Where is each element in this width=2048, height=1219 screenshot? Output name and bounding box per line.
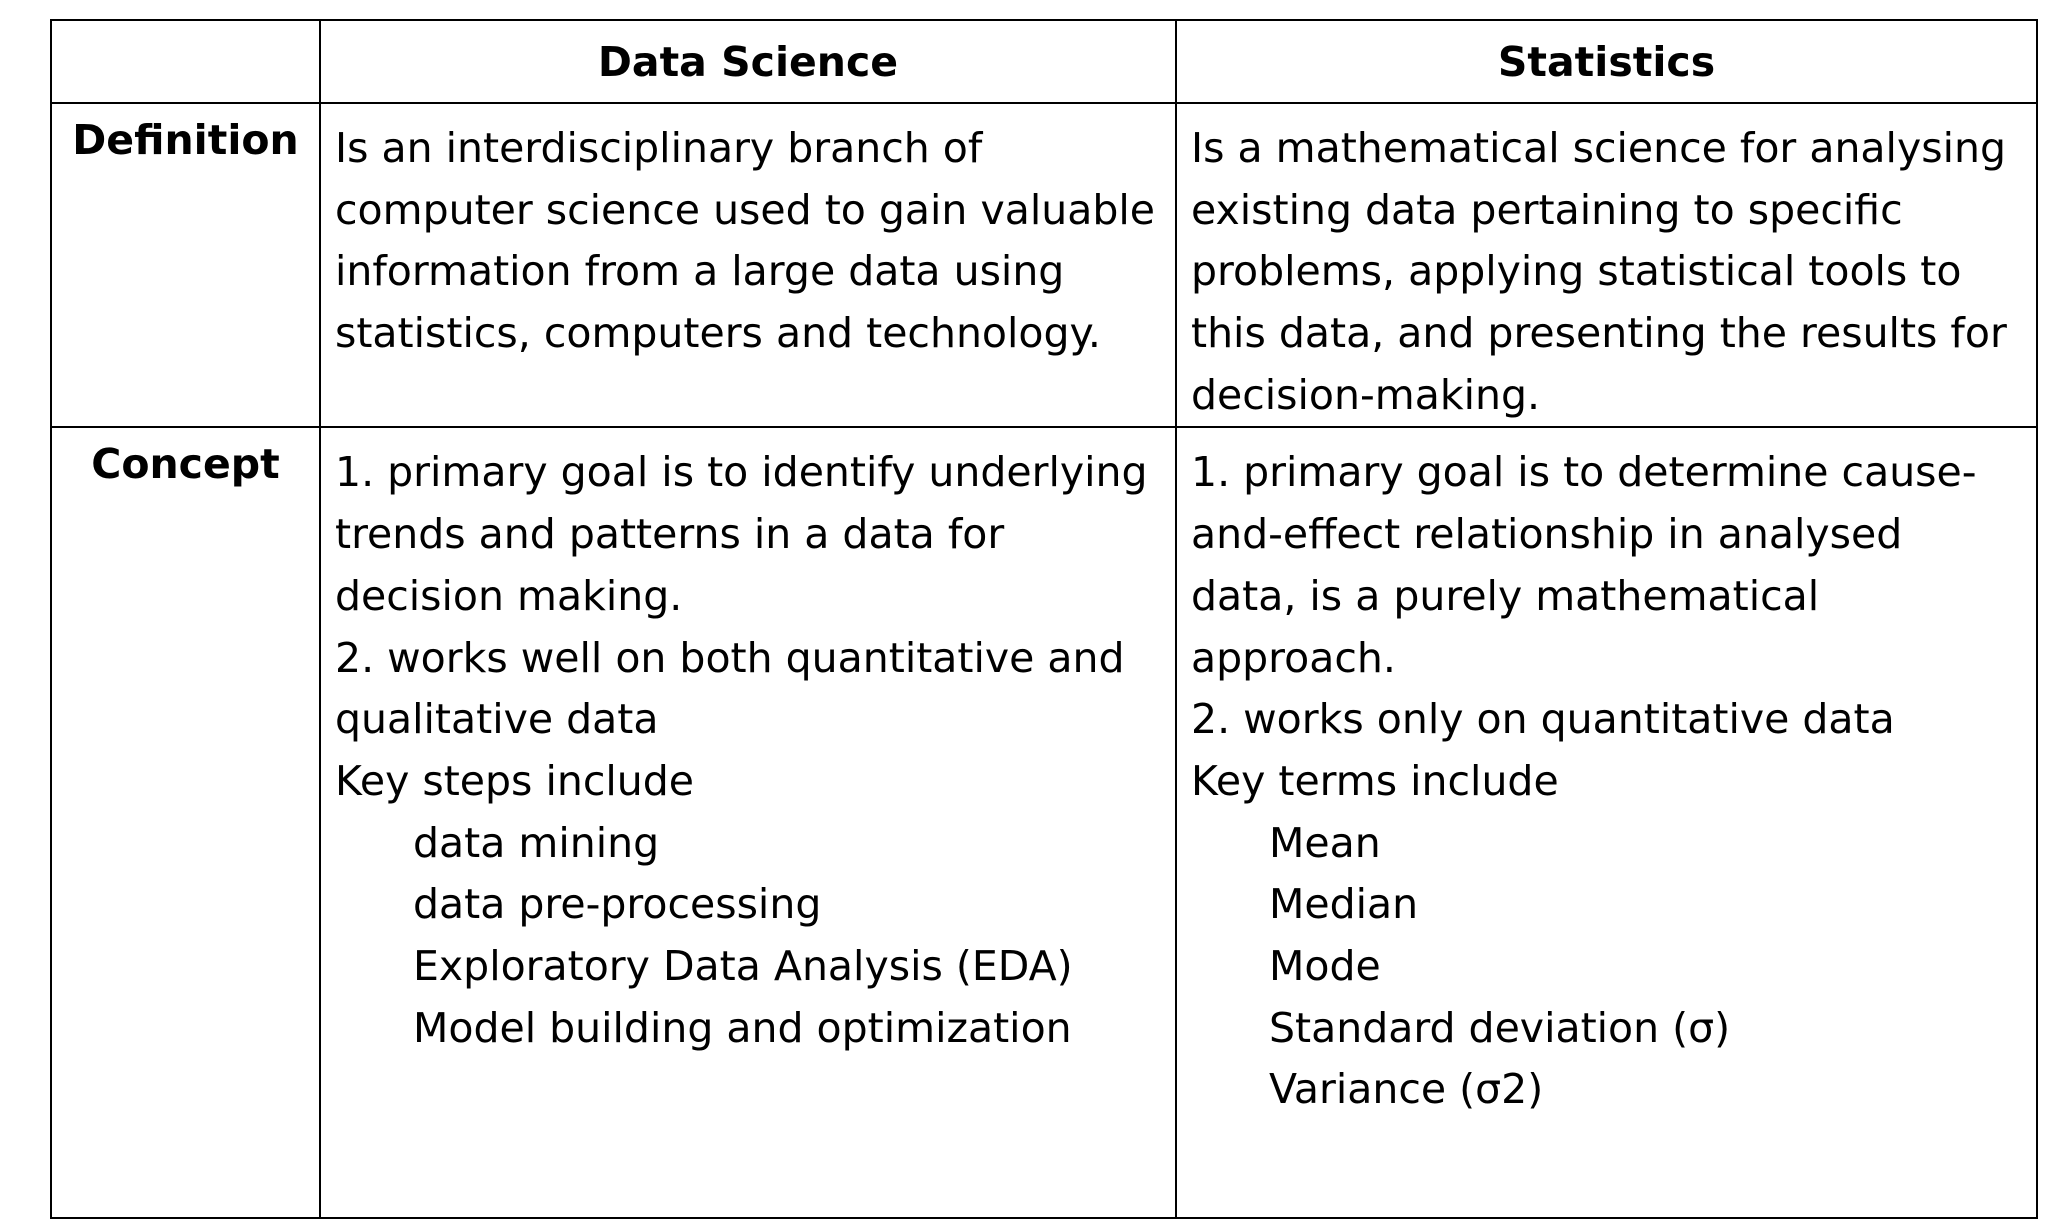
text-line: this data, and presenting the results for	[1191, 309, 2007, 358]
text-line: statistics, computers and technology.	[335, 309, 1101, 358]
list-item: Variance (σ2)	[1269, 1065, 1544, 1114]
text-line: decision making.	[335, 571, 683, 620]
text-line: Is a mathematical science for analysing	[1191, 124, 2006, 172]
text-line: approach.	[1191, 633, 1396, 682]
corner-header-cell	[51, 20, 320, 103]
text-line: 2. works only on quantitative data	[1191, 695, 1895, 744]
concept-row	[51, 427, 2037, 1218]
text-line: trends and patterns in a data for	[335, 510, 1005, 559]
list-item: Mode	[1269, 941, 1381, 990]
text-line: Key steps include	[335, 756, 694, 805]
statistics-header: Statistics	[1176, 20, 2037, 103]
text-line: Key terms include	[1191, 756, 1559, 805]
text-line: qualitative data	[335, 695, 659, 744]
definition-row	[51, 103, 2037, 427]
text-line: 1. primary goal is to identify underlying	[335, 448, 1148, 497]
header-row	[51, 20, 2037, 103]
statistics-definition-cell	[1176, 103, 2037, 427]
text-line: computer science used to gain valuable	[335, 185, 1155, 234]
statistics-concept-cell	[1176, 427, 2037, 1218]
data-science-concept-cell	[320, 427, 1176, 1218]
list-item: Standard deviation (σ)	[1269, 1003, 1731, 1052]
data-science-header: Data Science	[320, 20, 1176, 103]
list-item: data pre-processing	[413, 880, 822, 929]
comparison-table	[50, 19, 2038, 1219]
concept-label: Concept	[51, 427, 320, 1218]
text-line: existing data pertaining to specific	[1191, 185, 1903, 234]
text-line: information from a large data using	[335, 247, 1065, 296]
text-line: and-effect relationship in analysed	[1191, 510, 1903, 559]
text-line: data, is a purely mathematical	[1191, 571, 1820, 620]
definition-label: Definition	[51, 103, 320, 427]
data-science-definition-cell	[320, 103, 1176, 427]
list-item: Median	[1269, 880, 1419, 929]
text-line: 1. primary goal is to determine cause-	[1191, 448, 1977, 497]
list-item: Exploratory Data Analysis (EDA)	[413, 941, 1073, 990]
text-line: Is an interdisciplinary branch of	[335, 124, 983, 172]
text-line: 2. works well on both quantitative and	[335, 633, 1125, 682]
text-line: problems, applying statistical tools to	[1191, 247, 1962, 296]
list-item: data mining	[413, 818, 660, 867]
text-line: decision-making.	[1191, 370, 1541, 419]
list-item: Mean	[1269, 818, 1381, 867]
list-item: Model building and optimization	[413, 1003, 1072, 1052]
